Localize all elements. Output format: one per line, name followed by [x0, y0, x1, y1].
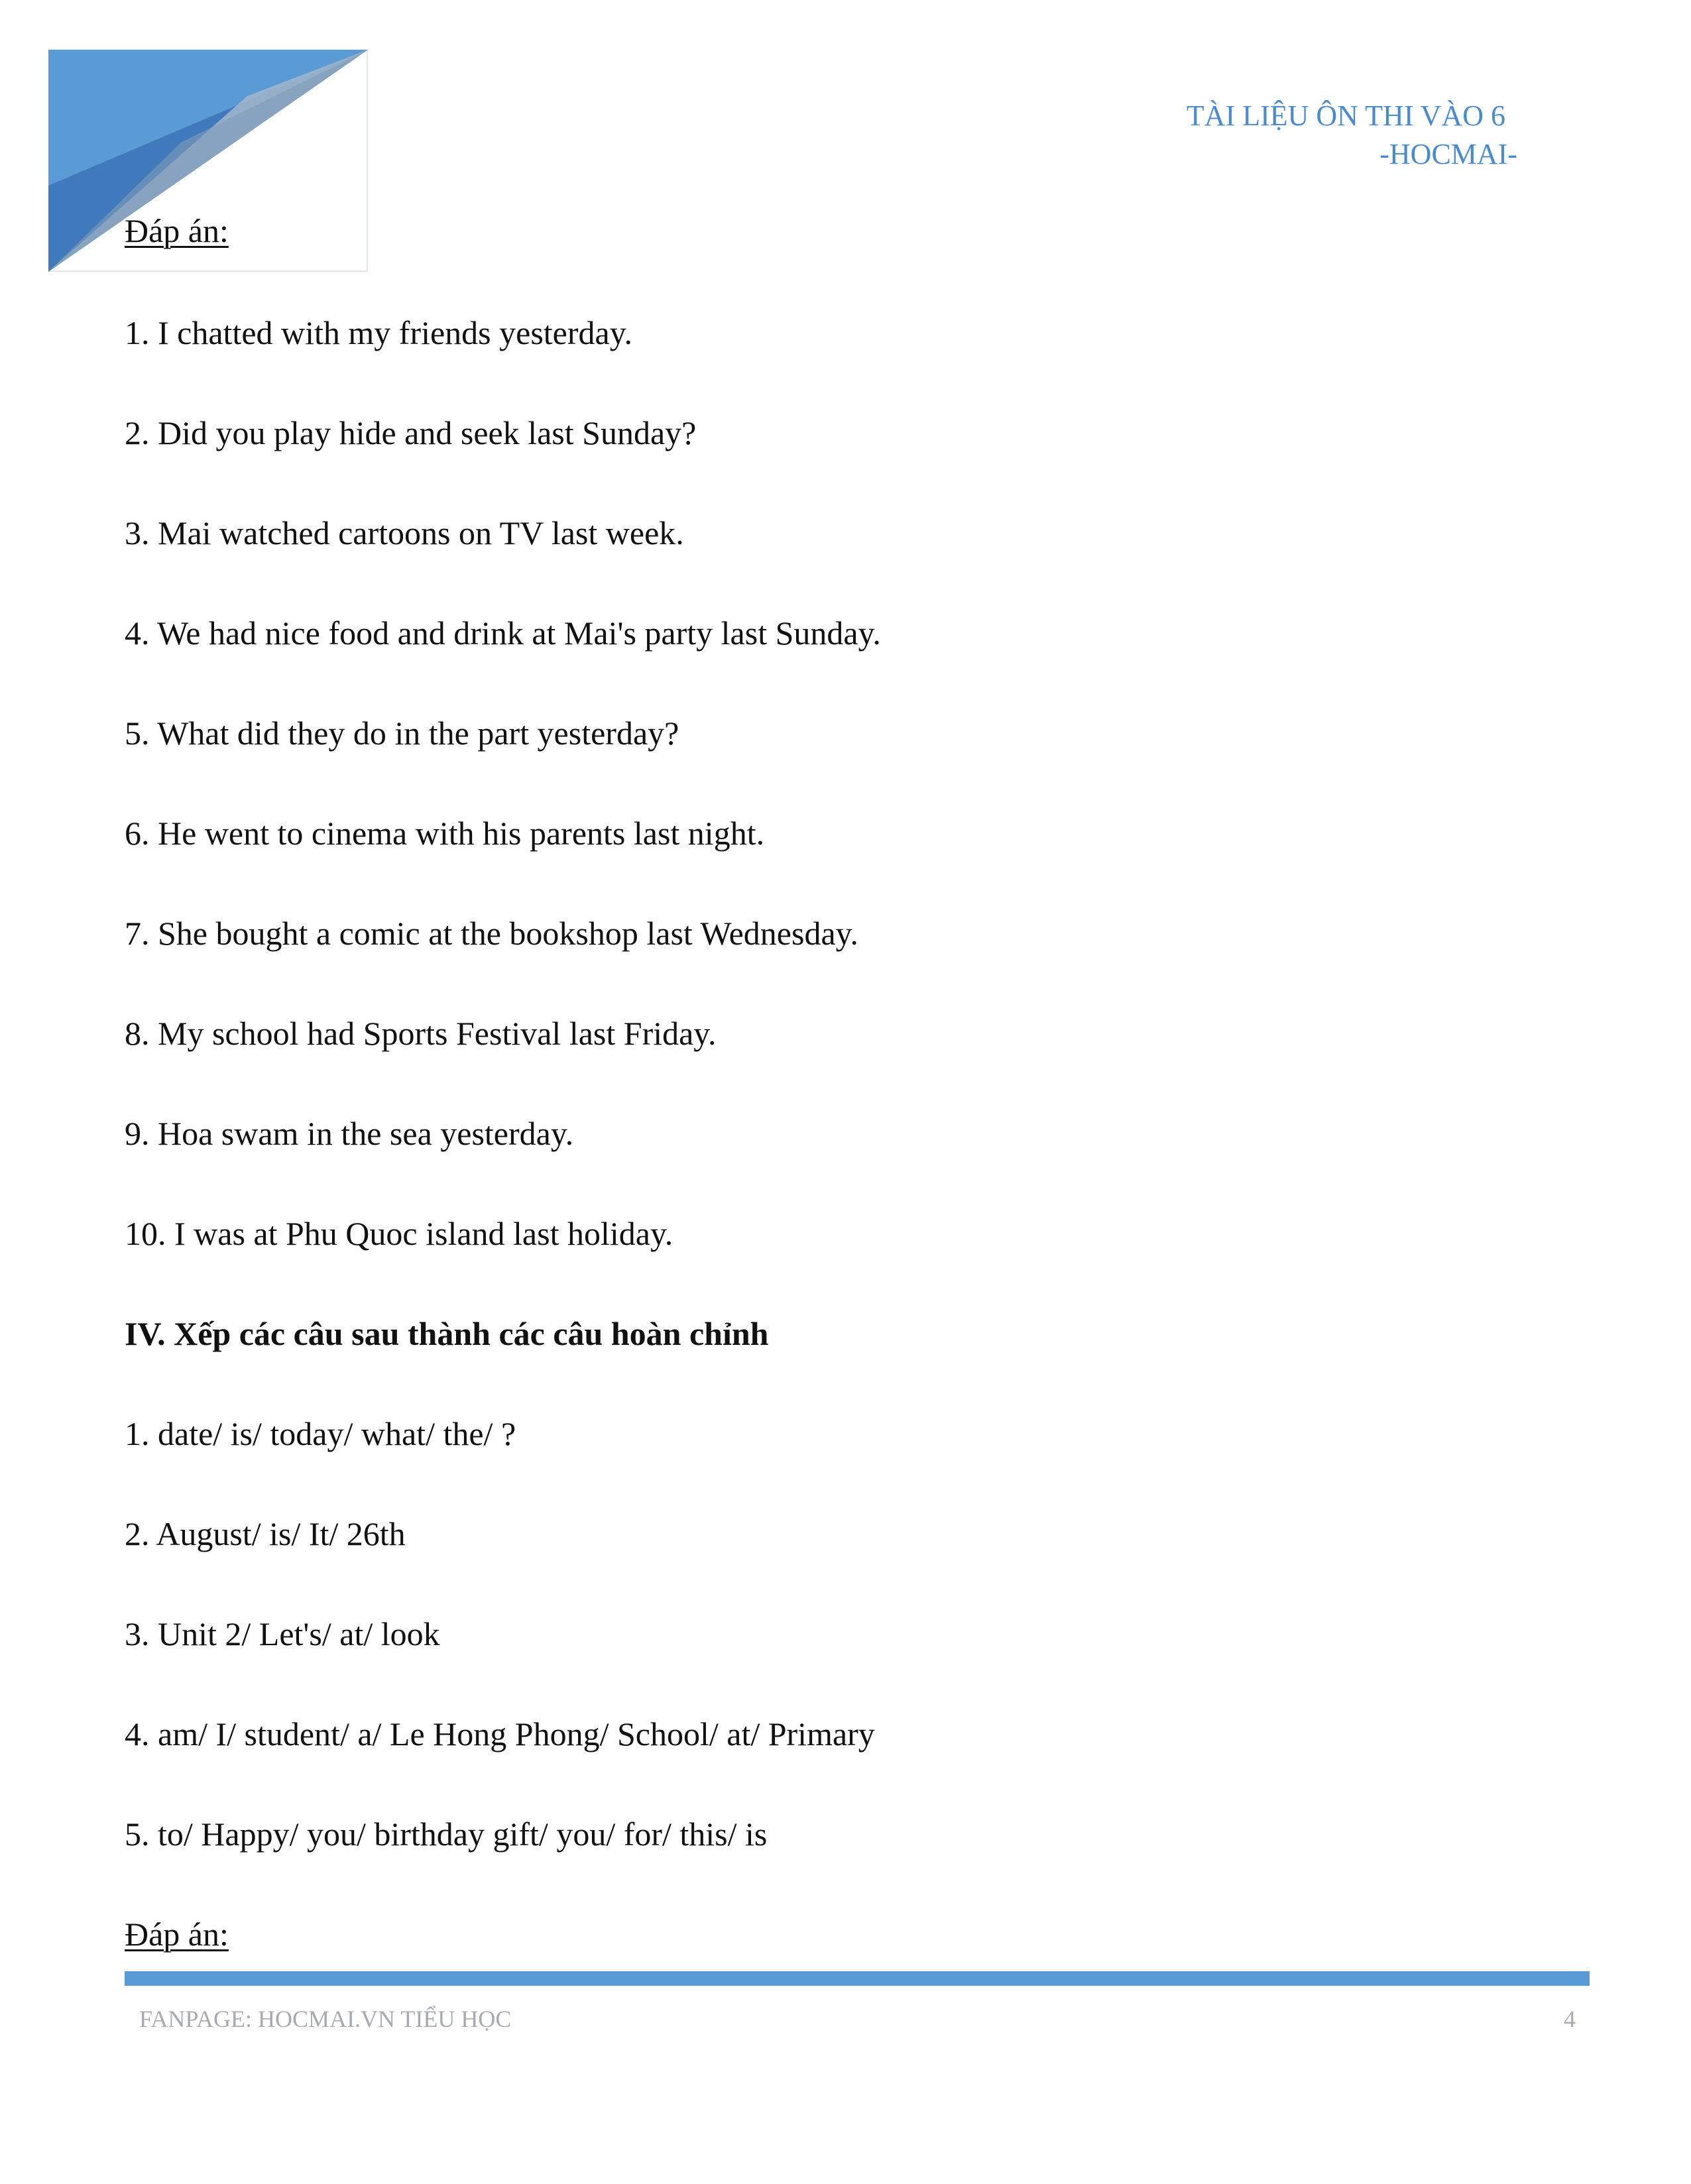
answer-item-10: 10. I was at Phu Quoc island last holiday. — [125, 1215, 673, 1252]
answer-heading-2: Đáp án: — [125, 1916, 229, 1953]
exercise-item-2: 2. August/ is/ It/ 26th — [125, 1515, 406, 1552]
answer-item-8: 8. My school had Sports Festival last Friday. — [125, 1015, 717, 1052]
answer-heading-1: Đáp án: — [125, 212, 229, 249]
answer-item-3: 3. Mai watched cartoons on TV last week. — [125, 514, 684, 551]
footer-fanpage: FANPAGE: HOCMAI.VN TIỂU HỌC — [139, 2006, 512, 2032]
exercise-item-4: 4. am/ I/ student/ a/ Le Hong Phong/ School/ at/ Primary — [125, 1715, 875, 1753]
section-iv-heading: IV. Xếp các câu sau thành các câu hoàn chỉnh — [125, 1315, 769, 1352]
answer-item-9: 9. Hoa swam in the sea yesterday. — [125, 1115, 574, 1152]
footer-divider — [125, 1971, 1590, 1986]
answer-item-7: 7. She bought a comic at the bookshop last Wednesday. — [125, 915, 858, 952]
exercise-item-5: 5. to/ Happy/ you/ birthday gift/ you/ for/ this/ is — [125, 1815, 768, 1853]
answer-item-4: 4. We had nice food and drink at Mai's party last Sunday. — [125, 614, 881, 652]
answer-item-1: 1. I chatted with my friends yesterday. — [125, 314, 632, 351]
page-number: 4 — [1564, 2006, 1576, 2032]
answer-item-6: 6. He went to cinema with his parents last night. — [125, 815, 765, 852]
header-title: TÀI LIỆU ÔN THI VÀO 6 — [1186, 99, 1505, 132]
answer-item-5: 5. What did they do in the part yesterday? — [125, 715, 679, 752]
header-subtitle: -HOCMAI- — [1379, 138, 1517, 170]
answer-item-2: 2. Did you play hide and seek last Sunday? — [125, 414, 697, 451]
exercise-item-3: 3. Unit 2/ Let's/ at/ look — [125, 1615, 440, 1652]
exercise-item-1: 1. date/ is/ today/ what/ the/ ? — [125, 1415, 516, 1452]
